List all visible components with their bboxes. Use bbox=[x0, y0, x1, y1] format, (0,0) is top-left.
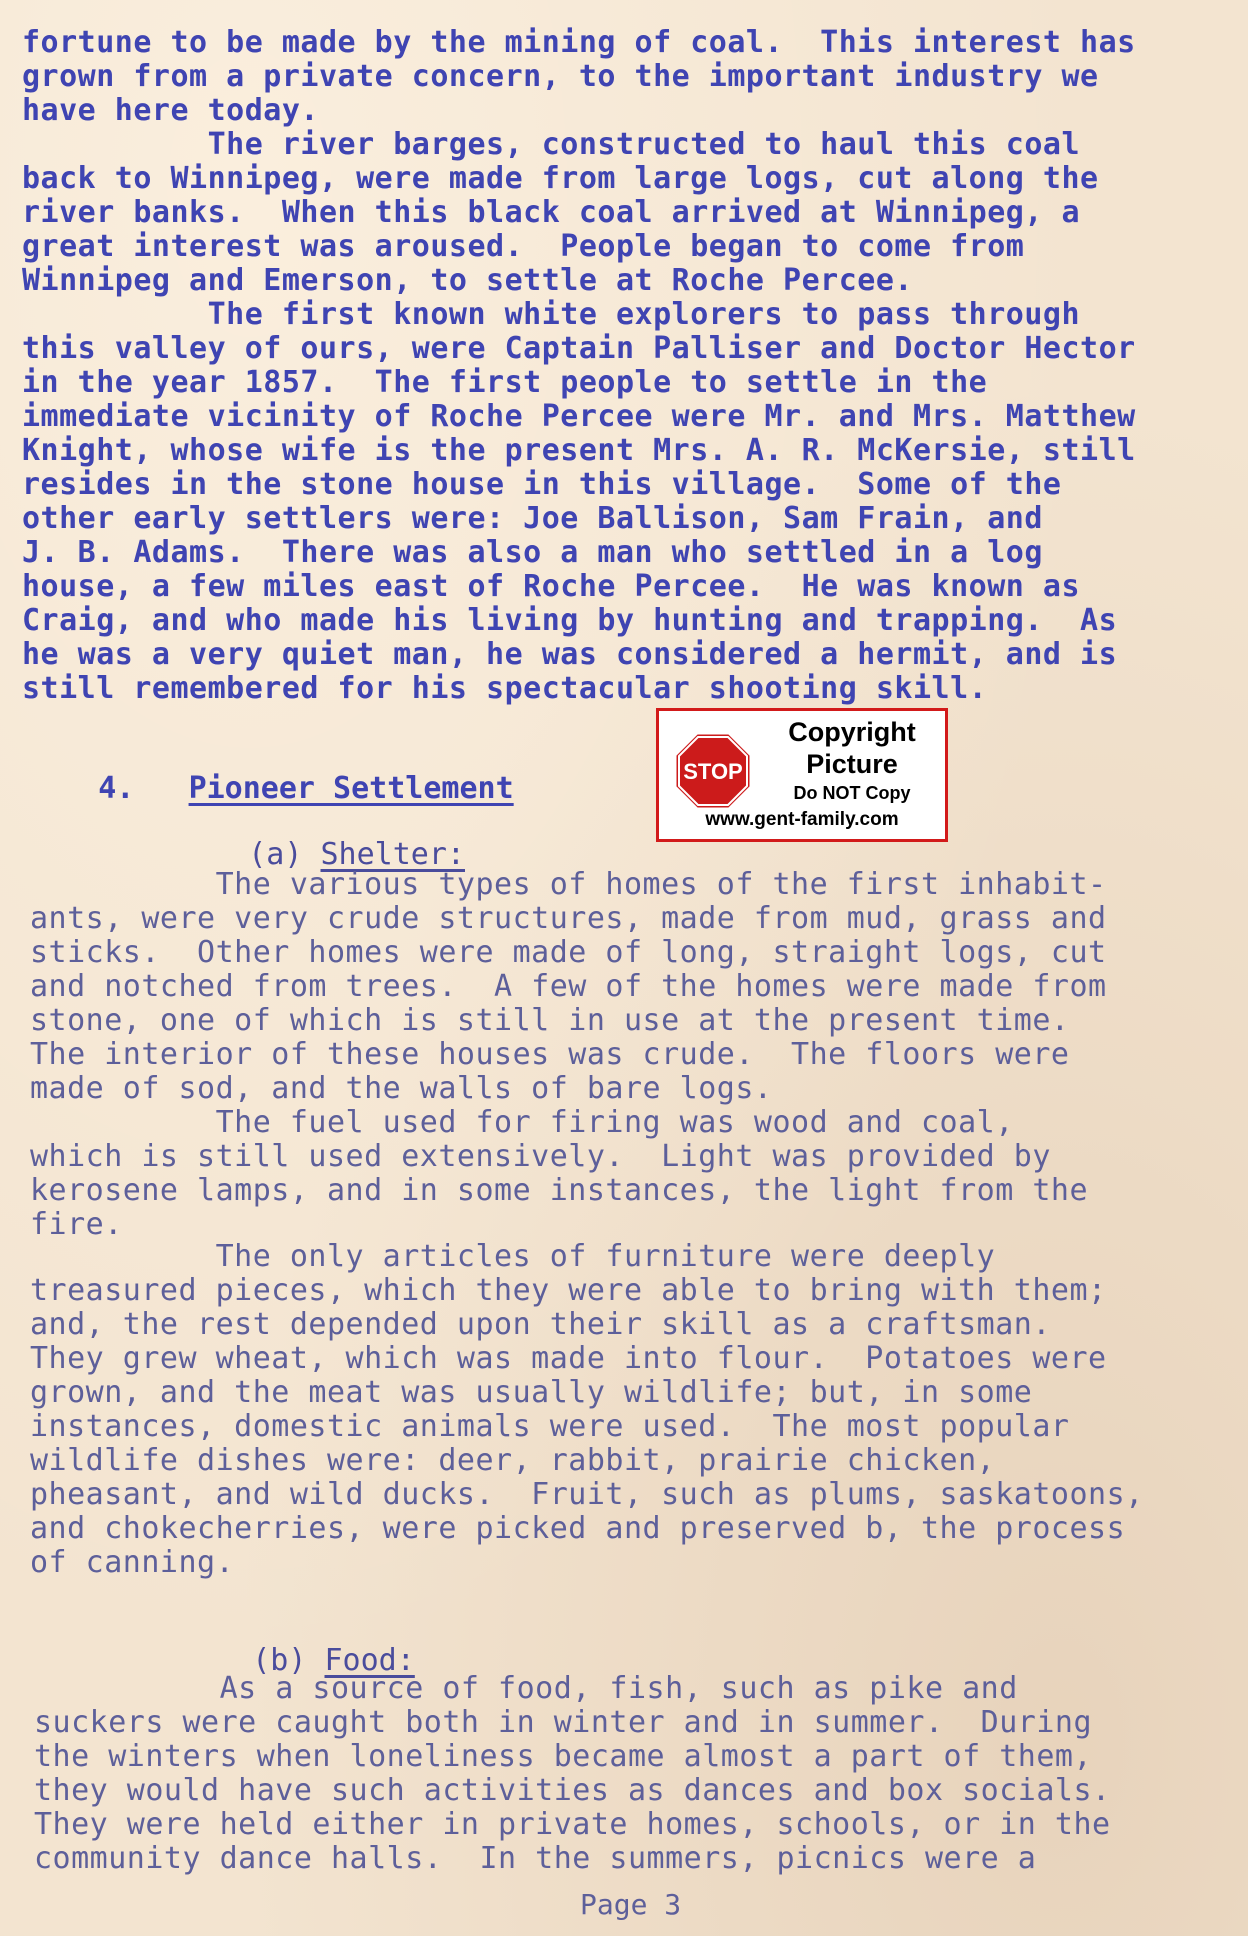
text-line: and, the rest depended upon their skill as a craftsman. bbox=[30, 1307, 1051, 1342]
text-line: which is still used extensively. Light was provided by bbox=[30, 1139, 1051, 1174]
text-line: pheasant, and wild ducks. Fruit, such as plums, saskatoons, bbox=[30, 1477, 1144, 1512]
text-line: made of sod, and the walls of bare logs. bbox=[30, 1071, 773, 1106]
text-line: Knight, whose wife is the present Mrs. A. R. McKersie, still bbox=[22, 433, 1136, 468]
text-line: The fuel used for firing was wood and coal, bbox=[30, 1105, 1014, 1140]
text-line: grown from a private concern, to the important industry we bbox=[22, 59, 1099, 94]
text-line: back to Winnipeg, were made from large logs, cut along the bbox=[22, 161, 1099, 196]
text-line: he was a very quiet man, he was considered a hermit, and is bbox=[22, 637, 1118, 672]
text-line: fire. bbox=[30, 1207, 123, 1242]
text-line: river banks. When this black coal arrived at Winnipeg, a bbox=[22, 195, 1081, 230]
text-line: the winters when loneliness became almost a part of them, bbox=[34, 1739, 1093, 1774]
page-number: Page 3 bbox=[580, 1888, 682, 1921]
copyright-stamp bbox=[656, 708, 948, 842]
stamp-url: www.gent-family.com bbox=[705, 809, 899, 830]
section-title: Pioneer Settlement bbox=[188, 771, 514, 806]
text-line: They grew wheat, which was made into flour. Potatoes were bbox=[30, 1341, 1107, 1376]
text-line: Craig, and who made his living by hunting and trapping. As bbox=[22, 603, 1118, 638]
text-line: The interior of these houses was crude. The floors were bbox=[30, 1037, 1070, 1072]
text-line: great interest was aroused. People began to come from bbox=[22, 229, 1025, 264]
text-line: J. B. Adams. There was also a man who settled in a log bbox=[22, 535, 1043, 570]
text-line: sticks. Other homes were made of long, straight logs, cut bbox=[30, 935, 1107, 970]
text-line: grown, and the meat was usually wildlife; but, in some bbox=[30, 1375, 1033, 1410]
text-line: they would have such activities as dances and box socials. bbox=[34, 1773, 1111, 1808]
text-line: fortune to be made by the mining of coal. This interest has bbox=[22, 25, 1136, 60]
text-line: Winnipeg and Emerson, to settle at Roche Percee. bbox=[22, 263, 913, 298]
stamp-note: Do NOT Copy bbox=[793, 783, 911, 803]
text-line: and chokecherries, were picked and preserved b, the process bbox=[30, 1511, 1126, 1546]
text-line: treasured pieces, which they were able to bring with them; bbox=[30, 1273, 1107, 1308]
text-line: wildlife dishes were: deer, rabbit, prairie chicken, bbox=[30, 1443, 996, 1478]
text-line: resides in the stone house in this village. Some of the bbox=[22, 467, 1062, 502]
text-line: of canning. bbox=[30, 1545, 235, 1580]
subheading-label: (b) bbox=[252, 1643, 307, 1678]
text-line: ants, were very crude structures, made from mud, grass and bbox=[30, 901, 1107, 936]
text-line: The first known white explorers to pass through bbox=[22, 297, 1081, 332]
text-line: The river barges, constructed to haul this coal bbox=[22, 127, 1081, 162]
text-line: kerosene lamps, and in some instances, the light from the bbox=[30, 1173, 1089, 1208]
text-line: community dance halls. In the summers, picnics were a bbox=[34, 1841, 1037, 1876]
text-line: instances, domestic animals were used. The most popular bbox=[30, 1409, 1070, 1444]
subheading-title: Food: bbox=[324, 1643, 415, 1678]
stamp-subtitle: Picture bbox=[806, 749, 898, 779]
subheading-title: Shelter: bbox=[320, 837, 465, 872]
text-line: The only articles of furniture were deeply bbox=[30, 1239, 996, 1274]
section-number: 4. bbox=[98, 771, 135, 806]
text-line: house, a few miles east of Roche Percee. He was known as bbox=[22, 569, 1081, 604]
text-line: other early settlers were: Joe Ballison, Sam Frain, and bbox=[22, 501, 1043, 536]
subheading-label: (a) bbox=[248, 837, 303, 872]
text-line: As a source of food, fish, such as pike and bbox=[34, 1671, 1018, 1706]
text-line: in the year 1857. The first people to settle in the bbox=[22, 365, 988, 400]
text-line: this valley of ours, were Captain Palliser and Doctor Hector bbox=[22, 331, 1136, 366]
text-line: The various types of homes of the first inhabit- bbox=[30, 867, 1107, 902]
text-line: and notched from trees. A few of the homes were made from bbox=[30, 969, 1107, 1004]
stop-text: STOP bbox=[683, 759, 743, 784]
text-line: They were held either in private homes, schools, or in the bbox=[34, 1807, 1111, 1842]
text-line: suckers were caught both in winter and in summer. During bbox=[34, 1705, 1093, 1740]
text-line: have here today. bbox=[22, 93, 319, 128]
text-line: stone, one of which is still in use at the present time. bbox=[30, 1003, 1070, 1038]
stamp-title: Copyright bbox=[788, 717, 916, 747]
text-line: still remembered for his spectacular shooting skill. bbox=[22, 671, 988, 706]
stop-sign-icon bbox=[673, 731, 753, 811]
text-line: immediate vicinity of Roche Percee were Mr. and Mrs. Matthew bbox=[22, 399, 1136, 434]
